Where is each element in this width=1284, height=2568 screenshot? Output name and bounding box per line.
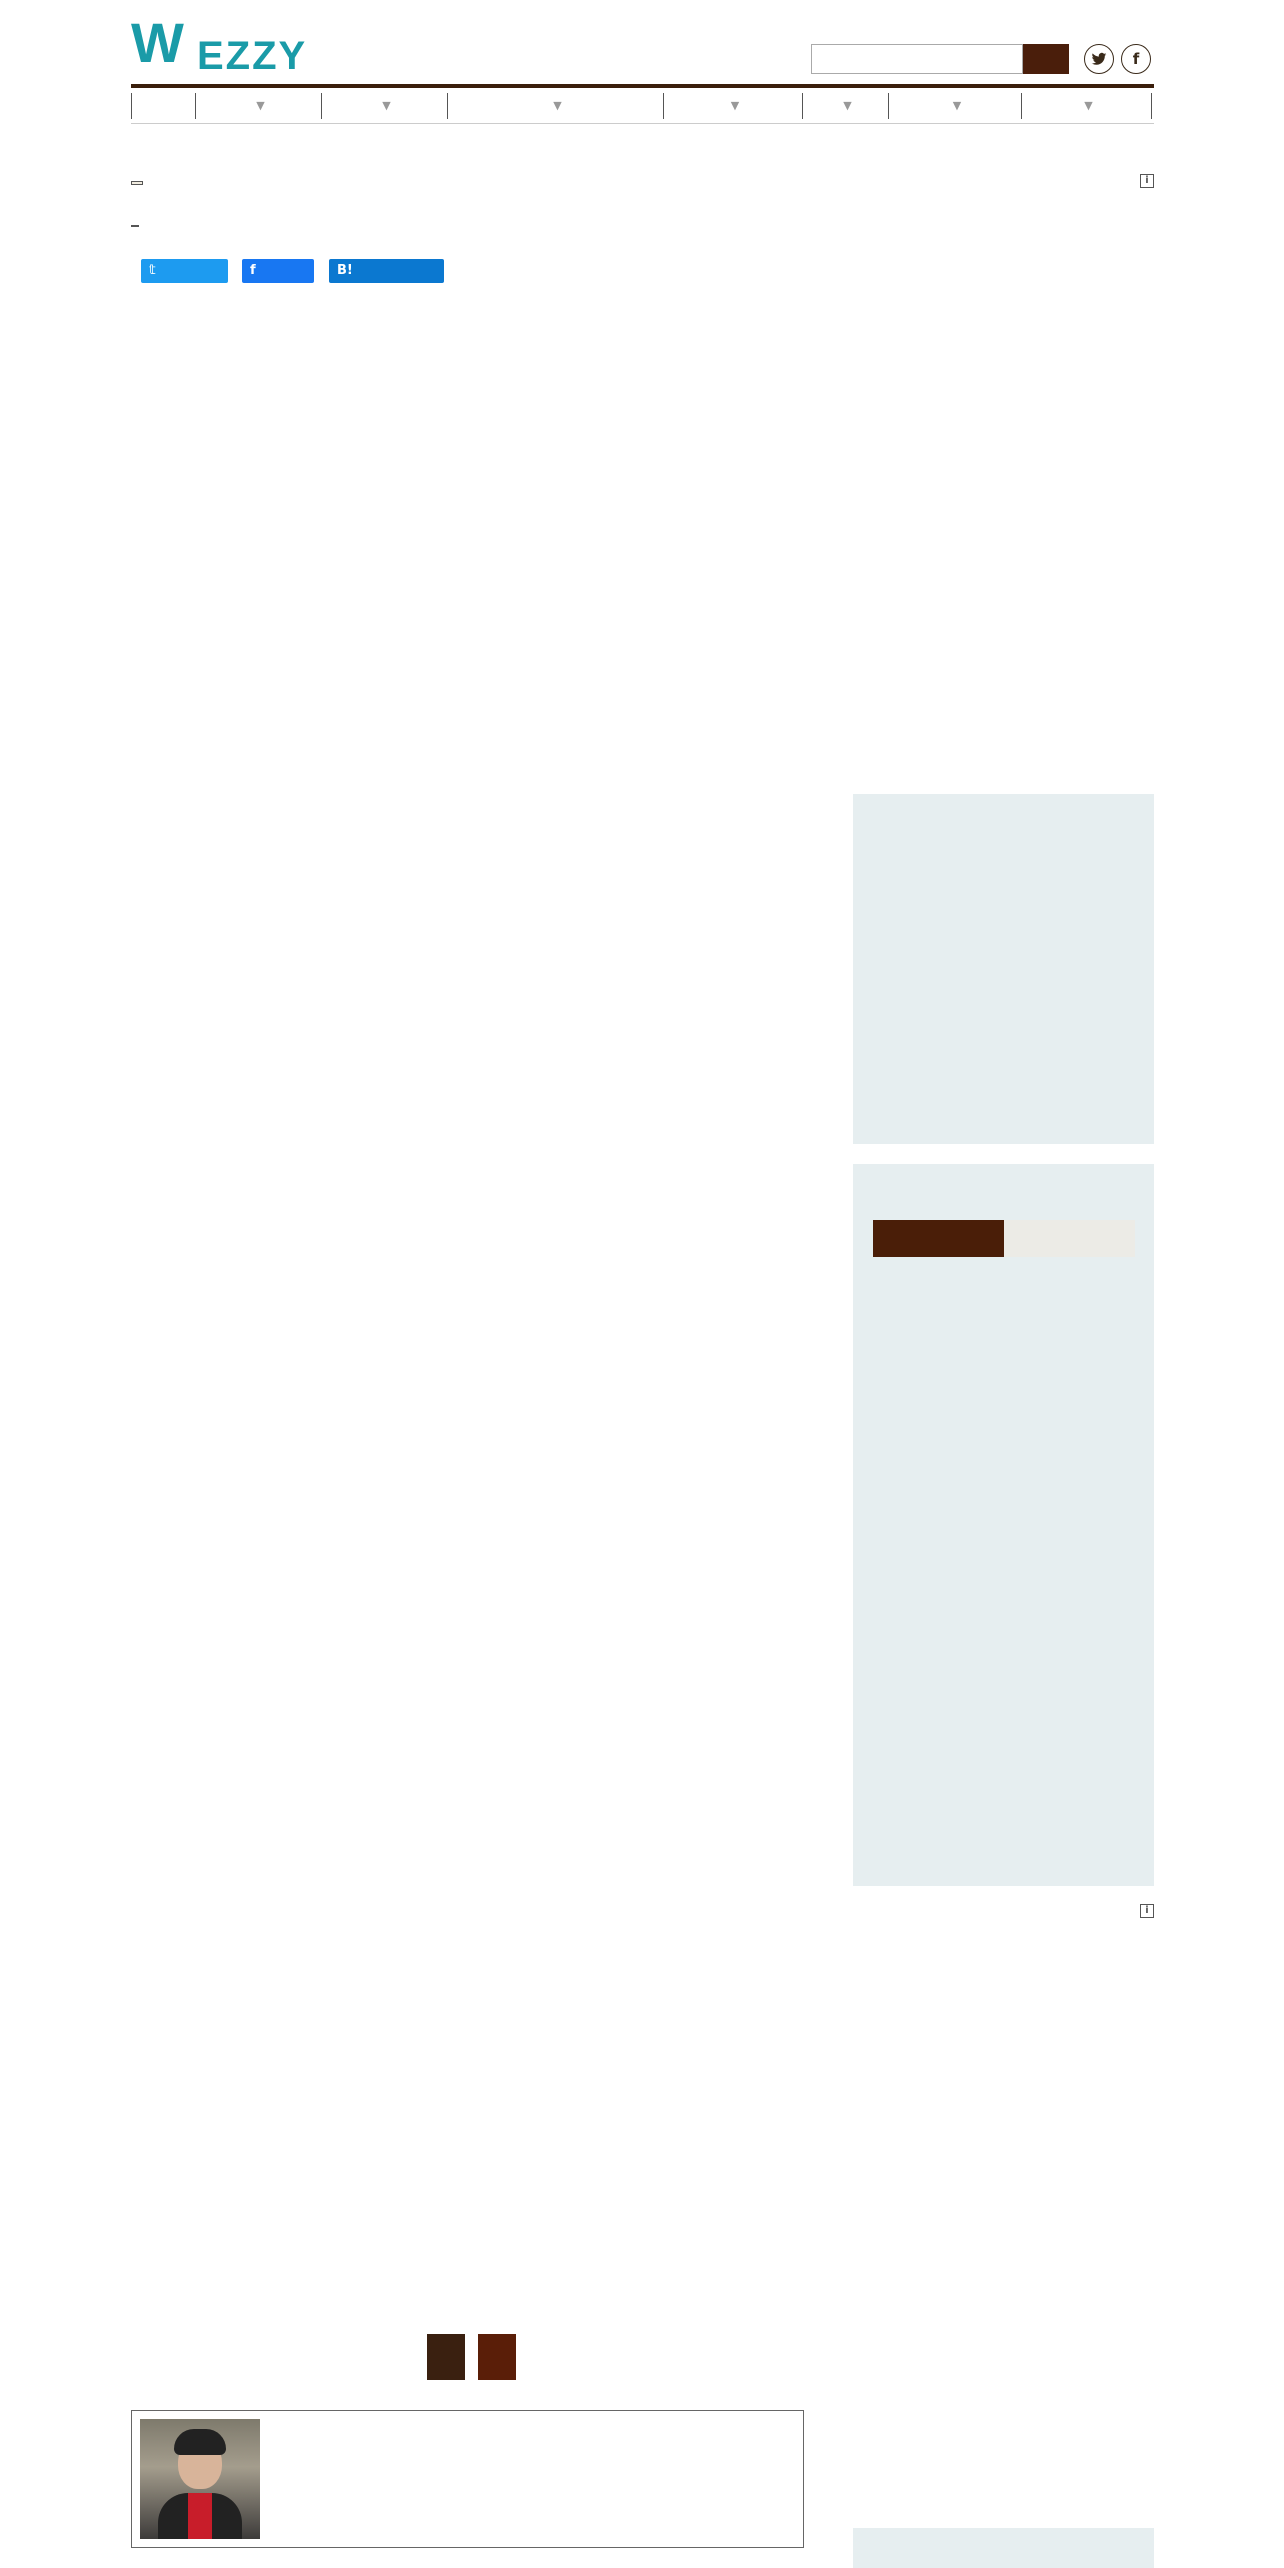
caret-down-icon: ▼: [730, 99, 740, 112]
author-photo[interactable]: [140, 2419, 260, 2539]
caret-down-icon: ▼: [382, 99, 391, 112]
page-1-button[interactable]: [427, 2334, 465, 2380]
info-icon[interactable]: i: [1140, 174, 1154, 188]
keywords-row: [131, 217, 804, 235]
hatena-icon: B!: [337, 263, 353, 278]
sidebar: [853, 170, 1154, 204]
tab-society[interactable]: [873, 1220, 1004, 1257]
site-header: [131, 0, 1154, 84]
nav-culture[interactable]: [889, 93, 1022, 119]
caret-down-icon: ▼: [952, 99, 962, 112]
logo-text: EZZY: [197, 34, 308, 78]
caret-down-icon: ▼: [553, 99, 562, 112]
together-section: [853, 1900, 1154, 1934]
nav-work-money[interactable]: [322, 93, 448, 119]
article: [131, 170, 804, 305]
together-heading: [853, 1900, 1154, 1934]
page-2-button[interactable]: [478, 2334, 516, 2380]
search-input[interactable]: [811, 44, 1023, 74]
twitter-icon[interactable]: [1084, 44, 1114, 74]
share-buttons: [131, 259, 804, 285]
twitter-icon: 𝕥: [149, 263, 156, 278]
nav-childcare[interactable]: [196, 93, 322, 119]
hotword-box: [853, 2528, 1154, 2568]
site-logo[interactable]: [131, 11, 308, 78]
nav-series[interactable]: [1022, 93, 1152, 119]
hatena-bookmark-button[interactable]: [329, 259, 444, 283]
recommend-box: [853, 794, 1154, 1144]
caret-down-icon: ▼: [256, 99, 265, 112]
info-icon[interactable]: i: [1140, 1904, 1154, 1918]
recommend-heading: [853, 170, 1154, 204]
facebook-icon: f: [250, 263, 256, 278]
nav-living[interactable]: [664, 93, 803, 119]
facebook-share-button[interactable]: [242, 259, 314, 283]
facebook-icon[interactable]: f: [1121, 44, 1151, 74]
caret-down-icon: ▼: [843, 99, 852, 112]
keyword-tag[interactable]: [131, 225, 139, 227]
main-nav: [131, 84, 1154, 124]
caret-down-icon: ▼: [1084, 99, 1093, 112]
article-meta: [131, 170, 804, 192]
author-profile: [131, 2410, 804, 2548]
logo-w: W: [131, 11, 183, 74]
nav-society[interactable]: [803, 93, 889, 119]
tweet-button[interactable]: [141, 259, 228, 283]
category-badge[interactable]: [131, 181, 143, 185]
nav-gender[interactable]: [448, 93, 664, 119]
nav-top[interactable]: [131, 93, 196, 119]
tab-overall[interactable]: [1004, 1220, 1135, 1257]
search-button[interactable]: [1023, 44, 1069, 74]
ranking-tabs: [873, 1220, 1136, 1257]
ranking-box: [853, 1164, 1154, 1886]
